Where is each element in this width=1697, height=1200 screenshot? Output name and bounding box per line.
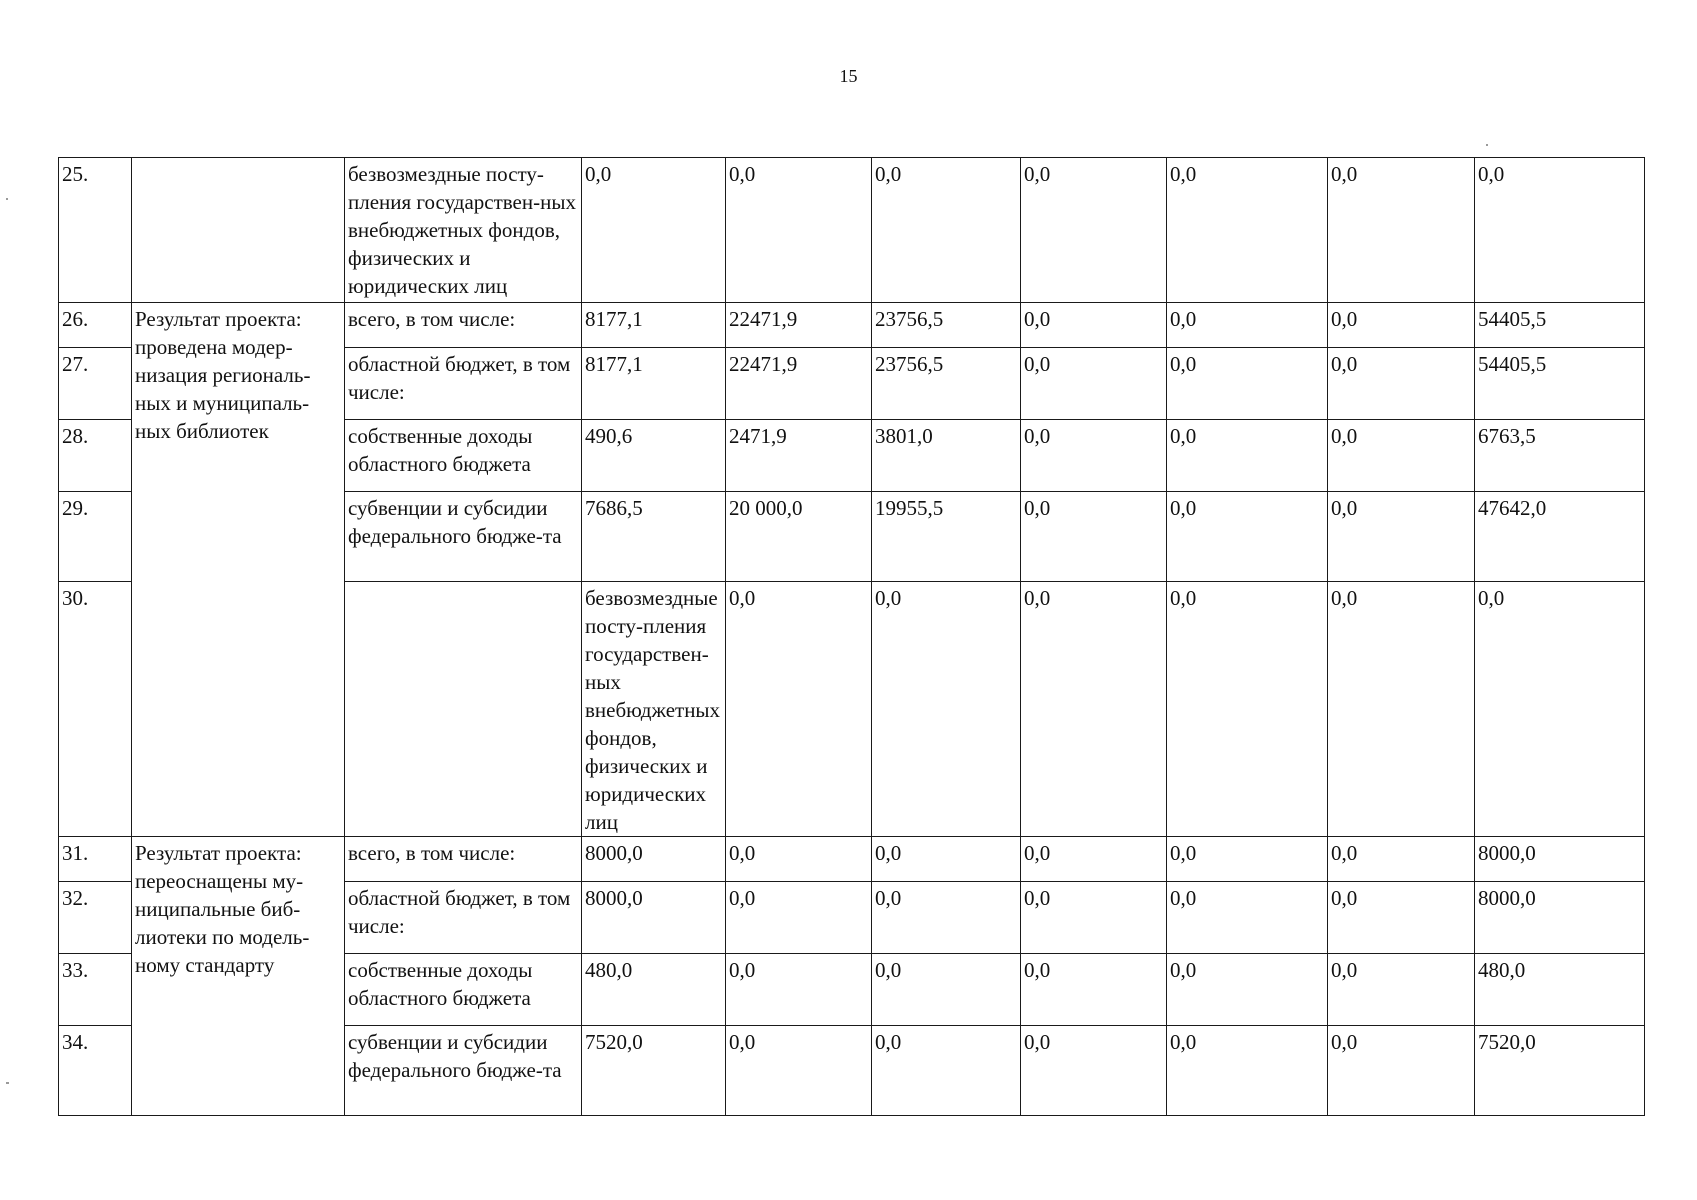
value-cell: 0,0 [1021,954,1167,1026]
value-cell: 20 000,0 [726,492,872,582]
row-number: 27. [59,348,132,420]
value-cell: 0,0 [1167,348,1328,420]
value-cell: 8177,1 [582,348,726,420]
value-cell: 7686,5 [582,492,726,582]
total-cell: 8000,0 [1475,837,1645,882]
table-row [59,158,1645,303]
value-cell: 0,0 [872,837,1021,882]
value-cell: 0,0 [872,954,1021,1026]
value-cell: 0,0 [1021,582,1167,837]
value-cell: 8000,0 [582,882,726,954]
result-cell-empty [345,582,582,837]
total-cell: 7520,0 [1475,1026,1645,1116]
total-cell: 0,0 [1475,158,1645,303]
value-cell: 480,0 [582,954,726,1026]
value-cell: 0,0 [1167,303,1328,348]
value-cell: 22471,9 [726,348,872,420]
project-result-cell: Результат проекта: переоснащены му-ниципальные биб-лиотеки по модель-ному стандарту [132,837,345,1116]
table-row [59,837,1645,882]
value-cell: 0,0 [1167,1026,1328,1116]
value-cell: 0,0 [726,954,872,1026]
value-cell: 0,0 [1167,158,1328,303]
value-cell: 0,0 [1021,348,1167,420]
value-cell: 0,0 [1021,420,1167,492]
value-cell: 490,6 [582,420,726,492]
funding-source-label: безвозмездные посту-пления государствен-ных внебюджетных фондов, физических и юридических лиц [345,158,582,303]
total-cell: 54405,5 [1475,348,1645,420]
total-cell: 6763,5 [1475,420,1645,492]
value-cell: 8177,1 [582,303,726,348]
value-cell: 0,0 [1328,882,1475,954]
value-cell: 0,0 [1021,158,1167,303]
value-cell: 0,0 [726,158,872,303]
total-cell: 54405,5 [1475,303,1645,348]
total-cell: 47642,0 [1475,492,1645,582]
value-cell: 0,0 [872,882,1021,954]
value-cell: 0,0 [1021,837,1167,882]
row-number: 34. [59,1026,132,1116]
value-cell: 0,0 [872,158,1021,303]
value-cell: 0,0 [1328,1026,1475,1116]
row-number: 30. [59,582,132,837]
value-cell: 0,0 [726,582,872,837]
value-cell: 0,0 [726,1026,872,1116]
row-number: 29. [59,492,132,582]
value-cell: 0,0 [1021,1026,1167,1116]
value-cell: 0,0 [582,158,726,303]
value-cell: 0,0 [1167,882,1328,954]
funding-source-label: всего, в том числе: [345,303,582,348]
funding-source-label: безвозмездные посту-пления государствен-ных внебюджетных фондов, физических и юридических лиц [582,582,726,837]
value-cell: 0,0 [726,882,872,954]
result-cell-empty [132,158,345,303]
funding-source-label: субвенции и субсидии федерального бюдже-та [345,492,582,582]
value-cell: 2471,9 [726,420,872,492]
scan-mark [6,198,8,200]
row-number: 32. [59,882,132,954]
value-cell: 0,0 [1021,492,1167,582]
page-number: 15 [839,66,858,86]
scan-mark [1486,144,1488,146]
value-cell: 0,0 [872,1026,1021,1116]
project-result-cell: Результат проекта: проведена модер-низация региональ-ных и муниципаль-ных библиотек [132,303,345,837]
value-cell: 0,0 [1328,348,1475,420]
total-cell: 480,0 [1475,954,1645,1026]
funding-source-label: всего, в том числе: [345,837,582,882]
value-cell: 0,0 [1328,420,1475,492]
value-cell: 8000,0 [582,837,726,882]
row-number: 26. [59,303,132,348]
value-cell: 0,0 [1167,954,1328,1026]
table-row [59,303,1645,348]
funding-source-label: субвенции и субсидии федерального бюдже-та [345,1026,582,1116]
value-cell: 0,0 [1021,303,1167,348]
funding-source-label: собственные доходы областного бюджета [345,420,582,492]
value-cell: 22471,9 [726,303,872,348]
value-cell: 19955,5 [872,492,1021,582]
row-number: 31. [59,837,132,882]
budget-table [58,157,1645,1116]
funding-source-label: областной бюджет, в том числе: [345,882,582,954]
value-cell: 23756,5 [872,348,1021,420]
value-cell: 3801,0 [872,420,1021,492]
row-number: 25. [59,158,132,303]
funding-source-label: областной бюджет, в том числе: [345,348,582,420]
value-cell: 0,0 [1328,582,1475,837]
value-cell: 23756,5 [872,303,1021,348]
value-cell: 0,0 [1328,303,1475,348]
value-cell: 0,0 [872,582,1021,837]
value-cell: 0,0 [1167,492,1328,582]
value-cell: 7520,0 [582,1026,726,1116]
value-cell: 0,0 [1167,837,1328,882]
value-cell: 0,0 [1167,420,1328,492]
value-cell: 0,0 [1328,837,1475,882]
value-cell: 0,0 [1475,582,1645,837]
row-number: 33. [59,954,132,1026]
value-cell: 0,0 [1328,954,1475,1026]
value-cell: 0,0 [1021,882,1167,954]
value-cell: 0,0 [1167,582,1328,837]
scan-mark [6,1082,9,1084]
value-cell: 0,0 [726,837,872,882]
value-cell: 0,0 [1328,158,1475,303]
value-cell: 0,0 [1328,492,1475,582]
row-number: 28. [59,420,132,492]
total-cell: 8000,0 [1475,882,1645,954]
funding-source-label: собственные доходы областного бюджета [345,954,582,1026]
